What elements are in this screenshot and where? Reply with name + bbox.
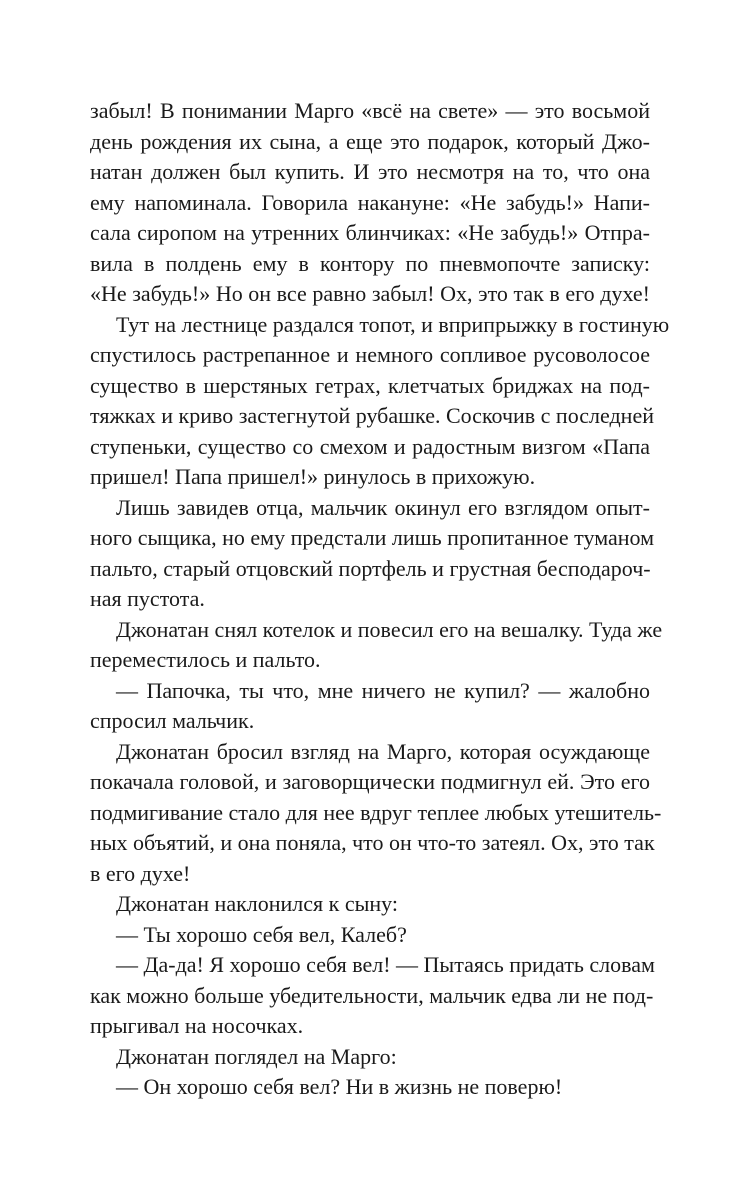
text-line: Джонатан бросил взгляд на Марго, которая осуждающе (116, 738, 650, 764)
text-line: как можно больше убедительности, мальчик едва ли не под- (90, 982, 654, 1008)
text-line: ного сыщика, но ему предстали лишь пропитанное туманом (90, 525, 655, 550)
text-line: сала сиропом на утренних блинчиках: «Не забудь!» Отпра- (90, 220, 650, 245)
text-line: ных объятий, и она поняла, что он что-то затеял. Ох, это так (90, 830, 655, 855)
text-line: пальто, старый отцовский портфель и грустная бесподароч- (90, 555, 651, 581)
text-line: в его духе! (90, 860, 191, 886)
text-line: Джонатан поглядел на Марго: (116, 1043, 397, 1069)
text-line: Лишь завидев отца, мальчик окинул его взглядом опыт- (116, 494, 650, 520)
text-line: существо в шерстяных гетрах, клетчатых бриджах на под- (90, 372, 650, 398)
text-line: прыгивал на носочках. (90, 1013, 304, 1038)
text-line: натан должен был купить. И это несмотря на то, что она (90, 159, 650, 184)
text-line: «Не забудь!» Но он все равно забыл! Ох, это так в его духе! (90, 281, 650, 306)
text-line: — Он хорошо себя вел? Ни в жизнь не поверю! (116, 1074, 563, 1099)
text-line: спросил мальчик. (90, 708, 255, 733)
text-line: ступеньки, существо со смехом и радостным визгом «Папа (90, 433, 650, 459)
text-line: переместилось и пальто. (90, 647, 321, 672)
text-line: ная пустота. (90, 586, 205, 611)
text-line: — Да-да! Я хорошо себя вел! — Пытаясь придать словам (116, 952, 655, 977)
text-line: забыл! В понимании Марго «всё на свете» — это восьмой (90, 98, 650, 123)
text-line: день рождения их сына, а еще это подарок, который Джо- (90, 128, 650, 154)
text-line: подмигивание стало для нее вдруг теплее любых утешитель- (90, 799, 662, 825)
text-line: Джонатан снял котелок и повесил его на вешалку. Туда же (116, 616, 663, 642)
text-line: спустилось растрепанное и немного сопливое русоволосое (90, 342, 650, 367)
text-line: ему напоминала. Говорила накануне: «Не забудь!» Напи- (90, 189, 650, 215)
text-line: — Папочка, ты что, мне ничего не купил? — жалобно (116, 677, 650, 703)
text-line: Тут на лестнице раздался топот, и вприпрыжку в гостиную (116, 311, 670, 337)
text-line: пришел! Папа пришел!» ринулось в прихожую. (90, 464, 536, 489)
text-line: вила в полдень ему в контору по пневмопочте записку: (90, 250, 650, 276)
book-page (90, 96, 670, 1103)
text-line: Джонатан наклонился к сыну: (116, 891, 398, 916)
text-line: — Ты хорошо себя вел, Калеб? (116, 921, 407, 947)
text-line: тяжках и криво застегнутой рубашке. Соскочив с последней (90, 403, 654, 428)
text-line: покачала головой, и заговорщически подмигнул ей. Это его (90, 769, 650, 794)
